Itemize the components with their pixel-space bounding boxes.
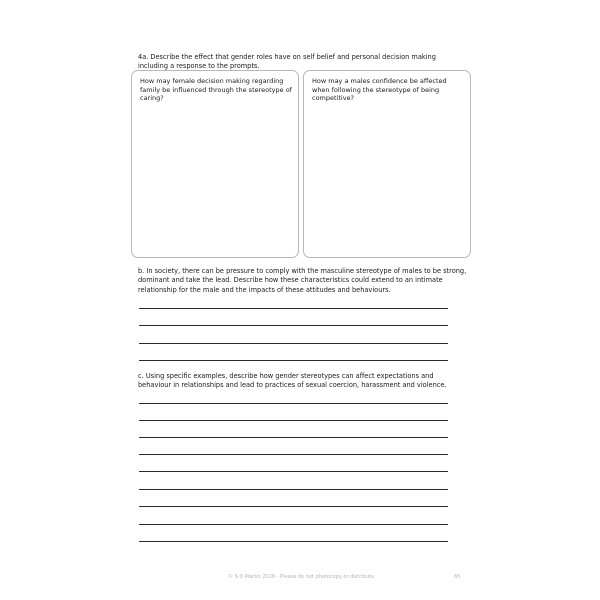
answer-line-c[interactable] [139,524,448,525]
answer-line-c[interactable] [139,541,448,542]
answer-line-b[interactable] [139,308,448,309]
answer-line-c[interactable] [139,471,448,472]
answer-line-c[interactable] [139,420,448,421]
question-c-text: c. Using specific examples, describe how gender stereotypes can affect expectations and behaviour in relationships and lead to practices of sexual coercion, harassment and violence. [138,372,447,390]
prompt-box-competitive[interactable] [303,70,471,258]
answer-line-c[interactable] [139,437,448,438]
answer-line-b[interactable] [139,325,448,326]
prompt-competitive-text: How may a males confidence be affected when following the stereotype of being competitive? [312,77,447,103]
answer-line-b[interactable] [139,360,448,361]
question-4a-text: 4a. Describe the effect that gender roles have on self belief and personal decision making including a response to the prompts. [138,53,436,71]
answer-line-b[interactable] [139,343,448,344]
question-b-text: b. In society, there can be pressure to comply with the masculine stereotype of males to be strong, dominant and take the lead. Describe how these characteristics could extend to an intimate relationship for the male and the impacts of these attitudes and behaviours. [138,267,467,294]
footer-copyright: © S D Martin 2026 - Please do not photocopy or distribute [228,574,375,580]
answer-line-c[interactable] [139,403,448,404]
prompt-caring-text: How may female decision making regarding family be influenced through the stereotype of caring? [140,77,292,103]
page-number: 65 [454,574,461,580]
prompt-box-caring[interactable] [131,70,299,258]
answer-line-c[interactable] [139,454,448,455]
answer-line-c[interactable] [139,506,448,507]
answer-line-c[interactable] [139,489,448,490]
